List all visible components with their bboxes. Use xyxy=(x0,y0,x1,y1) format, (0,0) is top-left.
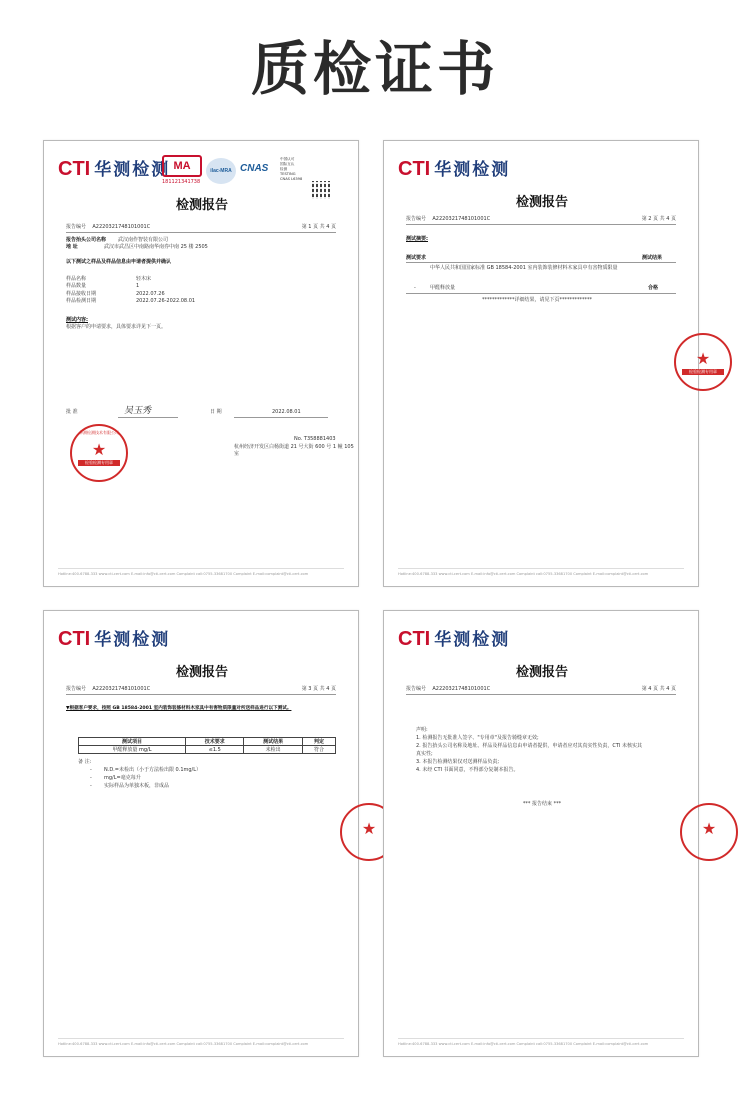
report-footer: Hotline:400-6788-333 www.cti-cert.com E-mail:info@cti-cert.com Complaint call:0755-33681700 Complaint E-mail:complaint@cti-cert.com xyxy=(398,568,684,576)
item-dash: - xyxy=(414,285,416,291)
divider xyxy=(66,694,336,695)
note-text: mg/L=毫克每升 xyxy=(104,775,141,781)
report-title: 检测报告 xyxy=(515,665,568,680)
report-page-1[interactable]: CTI 华测检测 MA 181121341738 ilac-MRA CNAS 中国认可 国际互认 检测 TESTING CNAS L6398 检测报告 报告编号 A2220321748101001C 第 1 页 共 4 页 报告抬头公司名称 武汉南作智装有限公司 地 址 武汉市武昌区中南路南华南券中南 25 楼 2505 以下测试之样品及样品信息由申请者提供并确认 样品名称 轻木床 样品数量 1 样品接收日期 2022.07.26 样品检测日期 2022.07.26-2022.08.01 测试内容: 根据客户的申请要求，具体要求详见下一页。 批 准 吴玉秀 日 期 2022.08.01 No. T358881403 杭州经济开发区白杨街道 21 号大街 600 号 1 幢 105 室 华测检测技术有限公司 ★ 检验检测专用章 Hotline:400-6788-333 www.cti-cert.com E-mail:info@cti-cert.com Complaint call:0755-33681700 Complaint E-mail:complaint@cti-cert.com xyxy=(43,140,359,587)
table-cell: ≤1.5 xyxy=(185,746,243,754)
date-label: 日 期 xyxy=(210,409,222,415)
report-title: 检测报告 xyxy=(515,195,568,210)
cnas-mark: CNAS xyxy=(240,163,269,174)
test-content-label: 测试内容: xyxy=(66,317,88,323)
statement-line: 3. 本报告检测结果仅对送测样品负责; xyxy=(416,759,500,765)
sample-value: 2022.07.26 xyxy=(136,291,165,297)
issuer-address-end: 室 xyxy=(234,451,240,457)
notes-label: 备 注: xyxy=(78,759,92,765)
table-header: 测试结果 xyxy=(244,738,302,746)
sample-label: 样品名称 xyxy=(66,276,87,282)
official-seal: 华测检测技术有限公司 ★ 检验检测专用章 xyxy=(70,424,128,482)
test-content: 根据客户的申请要求，具体要求详见下一页。 xyxy=(66,324,167,330)
divider xyxy=(66,232,336,233)
ilac-mark: ilac-MRA xyxy=(206,158,236,184)
report-page-2[interactable]: CTI 华测检测 检测报告 报告编号 A2220321748101001C 第 2 页 共 4 页 测试摘要: 测试要求 测试结果 中华人民共和国国家标准 GB 18584-2001 室内装饰装修材料木家具中有害物质限量 - 甲醛释放量 合格 *************详细结果，请见下页************* ★ 检验检测专用章 Hotline:400-6788-333 www.cti-cert.com E-mail:info@cti-cert.com Complaint call:0755-33681700 Complaint E-mail:complaint@cti-cert.com xyxy=(383,140,699,587)
statement-line: 2. 报告抬头公司名称及地址、样品及样品信息由申请者提供，申请者应对其真实性负责，CTI 未核实其 xyxy=(416,743,642,749)
cti-logo: CTI 华测检测 xyxy=(398,628,511,650)
cnas-text: 中国认可 国际互认 检测 TESTING CNAS L6398 xyxy=(280,157,303,181)
divider xyxy=(406,694,676,695)
cma-number: 181121341738 xyxy=(162,179,201,185)
test-intro: ▼根据客户要求，按照 GB 18584-2001 室内装饰装修材料木家具中有害物质限量对所送样品进行以下测试。 xyxy=(66,706,292,711)
test-item: 甲醛释放量 xyxy=(430,285,456,291)
report-footer: Hotline:400-6788-333 www.cti-cert.com E-mail:info@cti-cert.com Complaint call:0755-33681700 Complaint E-mail:complaint@cti-cert.com xyxy=(58,568,344,576)
star-icon: ★ xyxy=(361,819,377,838)
date-line xyxy=(234,417,328,418)
date-value: 2022.08.01 xyxy=(272,409,301,415)
statement-line: 1. 检测报告无批准人签字、"专用章"及报告骑缝章无效; xyxy=(416,735,539,741)
cma-mark: MA xyxy=(162,155,202,177)
statement-line: 真实性; xyxy=(416,751,433,757)
divider xyxy=(406,293,676,294)
report-page-3[interactable]: CTI 华测检测 检测报告 报告编号 A2220321748101001C 第 3 页 共 4 页 ▼根据客户要求，按照 GB 18584-2001 室内装饰装修材料木家具中有害物质限量对所送样品进行以下测试。 测试项目 技术要求 测试结果 判定 甲醛释放量 mg/L ≤1.5 未检出 符合 备 注: - N.D.=未检出（小于方法检出限 0.1mg/L） - mg/L=毫克每升 - 实际样品为单独木板，非成品 ★ Hotline:400-6788-333 www.cti-cert.com E-mail:info@cti-cert.com Complaint call:0755-33681700 Complaint E-mail:complaint@cti-cert.com xyxy=(43,610,359,1057)
approve-label: 批 准 xyxy=(66,409,78,415)
official-seal xyxy=(680,803,738,861)
table-header-row xyxy=(79,738,336,746)
cti-logo: CTI 华测检测 xyxy=(58,158,171,180)
report-page-4[interactable]: CTI 华测检测 检测报告 报告编号 A2220321748101001C 第 4 页 共 4 页 声明: 1. 检测报告无批准人签字、"专用章"及报告骑缝章无效; 2. 报告抬头公司名称及地址、样品及样品信息由申请者提供，申请者应对其真实性负责，CTI 未核实其 真实性; 3. 本报告检测结果仅对送测样品负责; 4. 未经 CTI 书面同意，不得部分复制本报告。 *** 报告结束 *** ★ Hotline:400-6788-333 www.cti-cert.com E-mail:info@cti-cert.com Complaint call:0755-33681700 Complaint E-mail:complaint@cti-cert.com xyxy=(383,610,699,1057)
sample-value: 轻木床 xyxy=(136,276,152,282)
result-table xyxy=(78,737,336,754)
table-header: 技术要求 xyxy=(185,738,243,746)
cti-logo: CTI 华测检测 xyxy=(58,628,171,650)
note-text: 实际样品为单独木板，非成品 xyxy=(104,783,170,789)
approver-signature: 吴玉秀 xyxy=(124,406,152,416)
table-row xyxy=(79,746,336,754)
sample-label: 样品接收日期 xyxy=(66,291,97,297)
table-header: 测试项目 xyxy=(79,738,186,746)
issuer-address: 杭州经济开发区白杨街道 21 号大街 600 号 1 幢 105 xyxy=(234,444,354,450)
report-footer: Hotline:400-6788-333 www.cti-cert.com E-mail:info@cti-cert.com Complaint call:0755-33681700 Complaint E-mail:complaint@cti-cert.com xyxy=(58,1038,344,1046)
note-text: N.D.=未检出（小于方法检出限 0.1mg/L） xyxy=(104,767,202,773)
cti-logo: CTI 华测检测 xyxy=(398,158,511,180)
note-dash: - xyxy=(90,767,92,773)
doc-number: No. T358881403 xyxy=(294,436,336,442)
table-cell: 甲醛释放量 mg/L xyxy=(79,746,186,754)
summary-label: 测试摘要: xyxy=(406,236,428,242)
report-end: *** 报告结束 *** xyxy=(522,801,562,807)
standard-text: 中华人民共和国国家标准 GB 18584-2001 室内装饰装修材料木家具中有害物质限量 xyxy=(430,265,618,271)
official-seal: ★ 检验检测专用章 xyxy=(674,333,732,391)
star-icon: ★ xyxy=(695,349,711,368)
page-heading: 质检证书 xyxy=(250,35,499,103)
col-result: 测试结果 xyxy=(642,255,663,261)
star-icon: ★ xyxy=(91,440,107,459)
report-title: 检测报告 xyxy=(175,665,228,680)
statement-line: 4. 未经 CTI 书面同意，不得部分复制本报告。 xyxy=(416,767,519,773)
sample-label: 样品检测日期 xyxy=(66,298,97,304)
sample-notice: 以下测试之样品及样品信息由申请者提供并确认 xyxy=(66,259,172,265)
address-label: 地 址 xyxy=(66,244,78,250)
report-footer: Hotline:400-6788-333 www.cti-cert.com E-mail:info@cti-cert.com Complaint call:0755-33681700 Complaint E-mail:complaint@cti-cert.com xyxy=(398,1038,684,1046)
client-label: 报告抬头公司名称 xyxy=(66,237,107,243)
sample-value: 1 xyxy=(136,283,140,289)
note-dash: - xyxy=(90,783,92,789)
col-requirement: 测试要求 xyxy=(406,255,427,261)
statement-label: 声明: xyxy=(416,727,428,733)
test-result: 合格 xyxy=(648,285,659,291)
client-value: 武汉南作智装有限公司 xyxy=(118,237,169,243)
signature-line xyxy=(118,417,178,418)
see-next-page: *************详细结果，请见下页************* xyxy=(482,297,593,303)
star-icon: ★ xyxy=(701,819,717,838)
sample-label: 样品数量 xyxy=(66,283,87,289)
note-dash: - xyxy=(90,775,92,781)
table-cell: 未检出 xyxy=(244,746,302,754)
table-cell: 符合 xyxy=(302,746,335,754)
divider xyxy=(406,224,676,225)
table-header: 判定 xyxy=(302,738,335,746)
report-title: 检测报告 xyxy=(175,198,228,213)
address-value: 武汉市武昌区中南路南华南券中南 25 楼 2505 xyxy=(104,244,208,250)
divider xyxy=(406,262,676,263)
sample-value: 2022.07.26-2022.08.01 xyxy=(136,298,196,304)
